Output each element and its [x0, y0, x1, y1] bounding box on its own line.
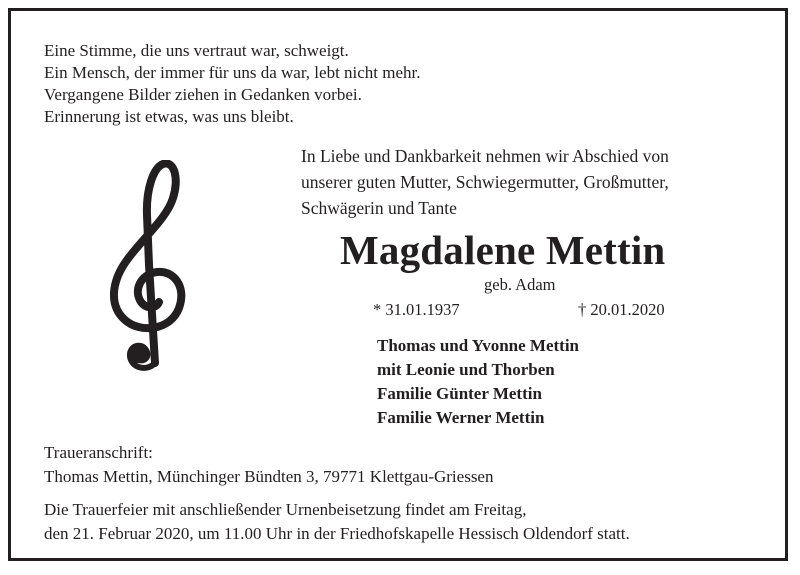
poem-line: Vergangene Bilder ziehen in Gedanken vorbei. [44, 85, 362, 104]
deceased-name: Magdalene Mettin [340, 227, 666, 273]
mourning-address [44, 441, 493, 489]
intro-line: unserer guten Mutter, Schwiegermutter, Großmutter, [301, 172, 669, 192]
service-line: Die Trauerfeier mit anschließender Urnenbeisetzung findet am Freitag, [44, 500, 527, 519]
intro-line: In Liebe und Dankbarkeit nehmen wir Abschied von [301, 146, 669, 166]
poem-line: Erinnerung ist etwas, was uns bleibt. [44, 107, 294, 126]
mourner-line: mit Leonie und Thorben [377, 360, 555, 379]
farewell-intro [301, 143, 669, 221]
mourner-line: Familie Günter Mettin [377, 384, 542, 403]
intro-line: Schwägerin und Tante [301, 198, 457, 218]
service-line: den 21. Februar 2020, um 11.00 Uhr in der Friedhofskapelle Hessisch Oldendorf statt. [44, 524, 630, 543]
birth-name: geb. Adam [484, 275, 556, 294]
mourners-list [377, 334, 579, 430]
mourner-line: Familie Werner Mettin [377, 408, 545, 427]
birth-date: * 31.01.1937 [373, 300, 460, 319]
treble-clef-icon [103, 160, 193, 375]
poem [44, 40, 421, 128]
death-date: † 20.01.2020 [578, 300, 665, 319]
address-label: Traueranschrift: [44, 443, 153, 462]
mourner-line: Thomas und Yvonne Mettin [377, 336, 579, 355]
poem-line: Ein Mensch, der immer für uns da war, lebt nicht mehr. [44, 63, 421, 82]
funeral-service-notice [44, 498, 630, 546]
address-line: Thomas Mettin, Münchinger Bündten 3, 79771 Klettgau-Griessen [44, 467, 494, 486]
poem-line: Eine Stimme, die uns vertraut war, schweigt. [44, 41, 349, 60]
